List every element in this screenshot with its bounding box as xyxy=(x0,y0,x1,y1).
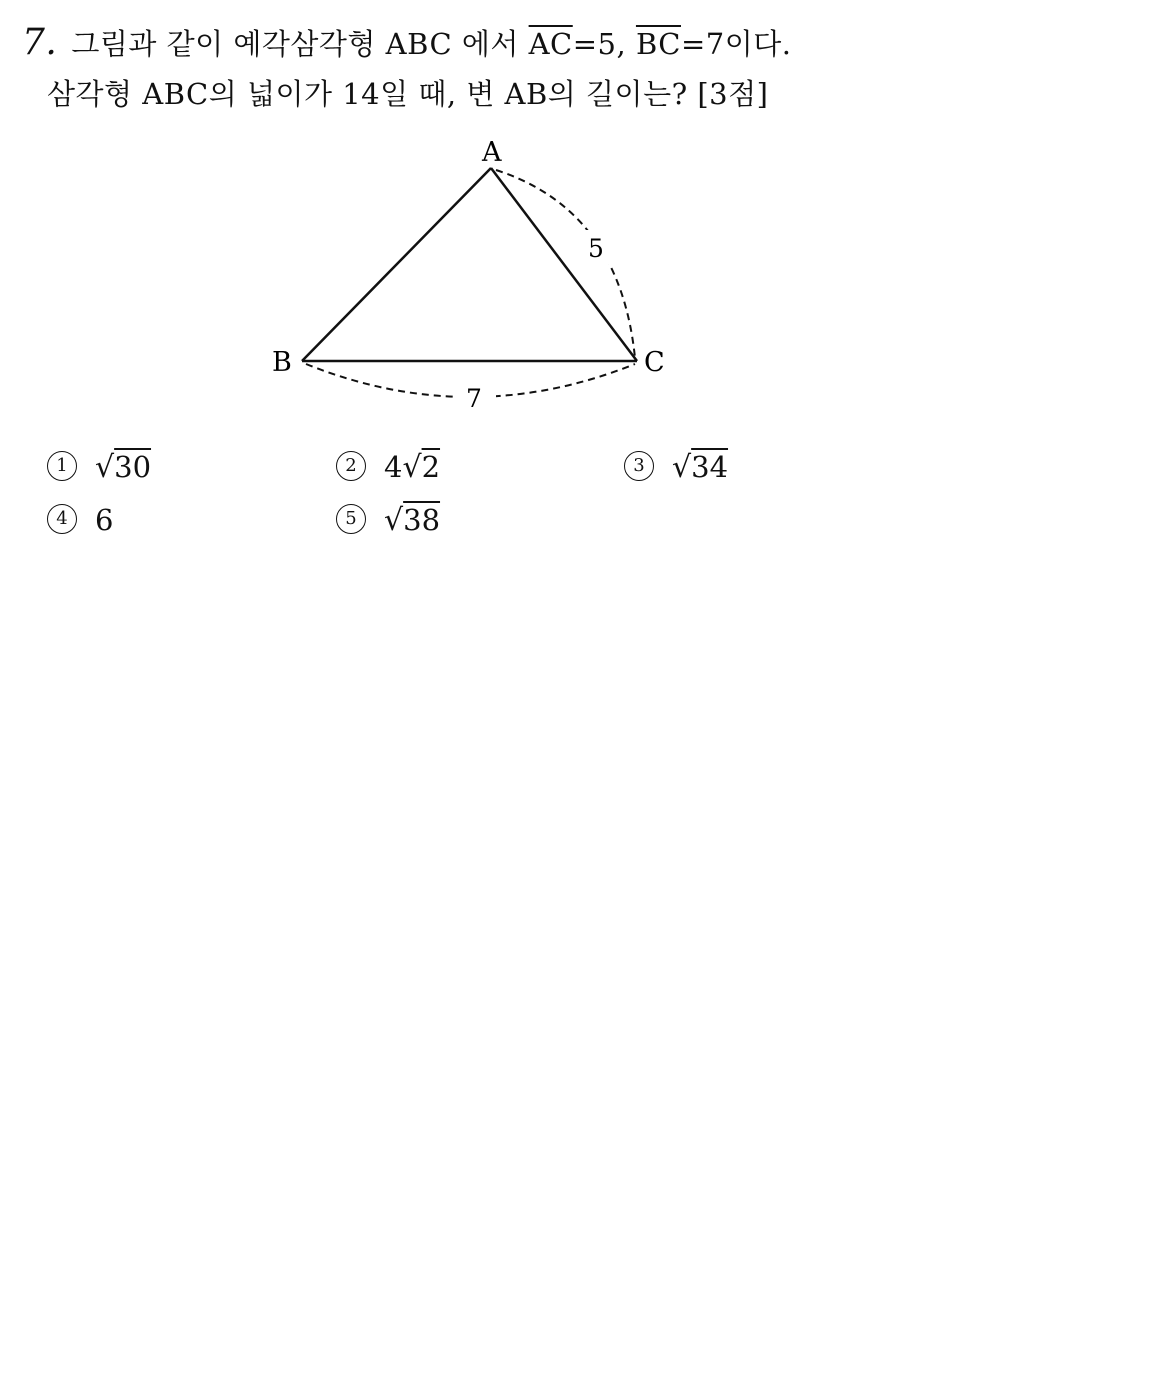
vertex-b-label: B xyxy=(272,347,292,378)
segment-ac: $\overline{AC}$ xyxy=(528,27,573,61)
equals-bc: =7이다. xyxy=(680,27,792,61)
choice-marker: 2 xyxy=(336,451,366,481)
question-intro: 그림과 같이 예각삼각형 ABC 에서 xyxy=(71,27,529,61)
choice-1[interactable] xyxy=(47,450,151,485)
vertex-a-label: A xyxy=(482,137,502,168)
length-ac-label: 5 xyxy=(588,234,604,263)
sqrt-expression: √38 xyxy=(384,503,441,538)
choice-3[interactable] xyxy=(624,450,728,485)
equals-ac: =5, xyxy=(572,27,627,61)
choice-4[interactable] xyxy=(47,503,113,537)
radicand: 34 xyxy=(691,450,729,484)
choice-marker: 1 xyxy=(47,451,77,481)
triangle-figure xyxy=(250,130,710,430)
vertex-c-label: C xyxy=(644,347,665,378)
segment-bc: $\overline{BC}$ xyxy=(635,27,681,61)
side-ab xyxy=(302,168,491,361)
choice-marker: 3 xyxy=(624,451,654,481)
side-ac xyxy=(491,168,637,361)
question-line-1 xyxy=(22,22,791,63)
radicand: 30 xyxy=(114,450,152,484)
sqrt-expression: √2 xyxy=(402,450,441,485)
question-line-2: 삼각형 ABC의 넓이가 14일 때, 변 AB의 길이는? [3점] xyxy=(47,77,769,111)
sqrt-expression: √30 xyxy=(95,450,152,485)
choice-marker: 4 xyxy=(47,504,77,534)
length-bc-label: 7 xyxy=(466,384,482,413)
choice-5[interactable] xyxy=(336,503,440,538)
sqrt-expression: √34 xyxy=(672,450,729,485)
radicand: 38 xyxy=(403,503,441,537)
radicand: 2 xyxy=(421,450,441,484)
choice-2[interactable] xyxy=(336,450,440,485)
choice-value: 6 xyxy=(95,503,114,537)
question-number: 7. xyxy=(22,22,58,63)
choice-marker: 5 xyxy=(336,504,366,534)
coefficient: 4 xyxy=(384,450,403,484)
